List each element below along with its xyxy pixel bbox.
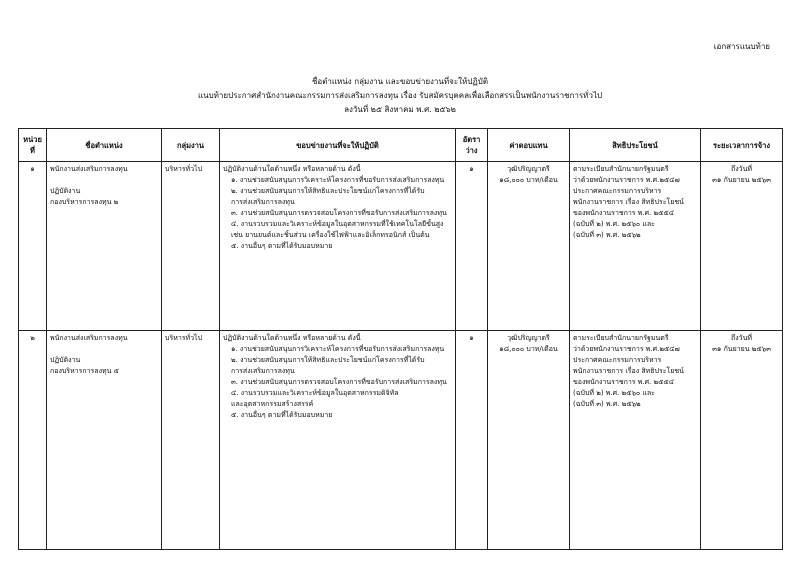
benefit-line: ตามระเบียบสำนักนายกรัฐมนตรี [573, 165, 669, 173]
benefit-line: ประกาศคณะกรรมการบริหาร [573, 356, 662, 364]
attachment-label: เอกสารแนบท้าย [713, 42, 770, 51]
period-cell [701, 162, 783, 331]
unit-cell: ๒ [19, 331, 47, 550]
position-level: ปฏิบัติงาน [50, 187, 81, 195]
position-division: กองบริหารการลงทุน ๒ [50, 198, 119, 206]
benefit-line: (ฉบับที่ ๓) พ.ศ. ๒๕๖๒ [573, 231, 641, 239]
title-line-3: ลงวันที่ ๒๕ สิงหาคม พ.ศ. ๒๕๖๒ [344, 105, 456, 114]
scope-line: การส่งเสริมการลงทุน [231, 198, 295, 206]
benefit-line: ประกาศคณะกรรมการบริหาร [573, 187, 662, 195]
unit-cell: ๑ [19, 162, 47, 331]
benefit-line: ของพนักงานราชการ พ.ศ. ๒๕๕๔ [573, 378, 675, 386]
scope-line: ๓. งานช่วยสนับสนุนการตรวจสอบโครงการที่ขอรับการส่งเสริมการลงทุน [231, 378, 447, 386]
header-group: กลุ่มงาน [162, 129, 220, 162]
period-cell [701, 331, 783, 550]
benefits-cell [570, 162, 701, 331]
scope-line: ปฏิบัติงานด้านใดด้านหนึ่ง หรือหลายด้าน ดังนี้ [223, 165, 361, 173]
benefit-line: พนักงานราชการ เรื่อง สิทธิประโยชน์ [573, 198, 684, 206]
table-row [19, 331, 783, 550]
scope-cell [220, 331, 456, 550]
scope-line: ๑. งานช่วยสนับสนุนการวิเคราะห์โครงการที่ขอรับการส่งเสริมการลงทุน [231, 176, 445, 184]
table-header-row [19, 129, 783, 162]
group-cell: บริหารทั่วไป [162, 162, 220, 331]
scope-line: ๒. งานช่วยสนับสนุนการให้สิทธิและประโยชน์แก่โครงการที่ได้รับ [231, 187, 425, 195]
pay-qualification: วุฒิปริญญาตรี [507, 165, 550, 173]
position-table [18, 128, 783, 550]
header-benefits: สิทธิประโยชน์ [570, 129, 701, 162]
pay-amount: ๑๘,๐๐๐ บาท/เดือน [499, 176, 558, 184]
scope-cell [220, 162, 456, 331]
group-cell: บริหารทั่วไป [162, 331, 220, 550]
scope-line: ๒. งานช่วยสนับสนุนการให้สิทธิและประโยชน์แก่โครงการที่ได้รับ [231, 356, 425, 364]
header-vacancy: อัตราว่าง [456, 129, 488, 162]
vacancy-cell: ๑ [456, 162, 488, 331]
period-date: ๓๑ กันยายน ๒๕๖๓ [712, 176, 771, 184]
title-line-2: แนบท้ายประกาศสำนักงานคณะกรรมการส่งเสริมการลงทุน เรื่อง รับสมัครบุคคลเพื่อเลือกสรรเป็นพนักงานราชการทั่วไป [197, 91, 603, 100]
position-division: กองบริหารการลงทุน ๕ [50, 367, 119, 375]
pay-qualification: วุฒิปริญญาตรี [507, 334, 550, 342]
position-level: ปฏิบัติงาน [50, 356, 81, 364]
scope-line: เช่น ยานยนต์และชิ้นส่วน เครื่องใช้ไฟฟ้าและอิเล็กทรอนิกส์ เป็นต้น [231, 231, 430, 239]
position-cell [47, 331, 162, 550]
benefit-line: ของพนักงานราชการ พ.ศ. ๒๕๕๔ [573, 209, 675, 217]
benefit-line: ว่าด้วยพนักงานราชการ พ.ศ.๒๕๔๗ [573, 176, 680, 184]
period-label: ถึงวันที่ [731, 165, 752, 173]
position-cell [47, 162, 162, 331]
scope-line: ๔. งานรวบรวมและวิเคราะห์ข้อมูลในอุตสาหกรรมที่ใช้เทคโนโลยีขั้นสูง [231, 220, 444, 228]
header-scope: ขอบข่ายงานที่จะให้ปฏิบัติ [220, 129, 456, 162]
header-period: ระยะเวลาการจ้าง [701, 129, 783, 162]
benefit-line: ตามระเบียบสำนักนายกรัฐมนตรี [573, 334, 669, 342]
benefit-line: พนักงานราชการ เรื่อง สิทธิประโยชน์ [573, 367, 684, 375]
scope-line: ๑. งานช่วยสนับสนุนการวิเคราะห์โครงการที่ขอรับการส่งเสริมการลงทุน [231, 345, 445, 353]
vacancy-cell: ๑ [456, 331, 488, 550]
period-date: ๓๑ กันยายน ๒๕๖๓ [712, 345, 771, 353]
pay-cell [488, 331, 570, 550]
scope-line: ๓. งานช่วยสนับสนุนการตรวจสอบโครงการที่ขอรับการส่งเสริมการลงทุน [231, 209, 447, 217]
header-unit: หน่วยที่ [19, 129, 47, 162]
scope-line: ปฏิบัติงานด้านใดด้านหนึ่ง หรือหลายด้าน ดังนี้ [223, 334, 361, 342]
scope-line: ๔. งานรวบรวมและวิเคราะห์ข้อมูลในอุตสาหกรรมดิจิทัล [231, 389, 399, 397]
period-label: ถึงวันที่ [731, 334, 752, 342]
position-title: พนักงานส่งเสริมการลงทุน [50, 334, 128, 342]
scope-line: การส่งเสริมการลงทุน [231, 367, 295, 375]
benefit-line: (ฉบับที่ ๓) พ.ศ. ๒๕๖๒ [573, 400, 641, 408]
benefit-line: ว่าด้วยพนักงานราชการ พ.ศ.๒๕๔๗ [573, 345, 680, 353]
scope-line: ๕. งานอื่นๆ ตามที่ได้รับมอบหมาย [231, 411, 333, 419]
table-row [19, 162, 783, 331]
position-title: พนักงานส่งเสริมการลงทุน [50, 165, 128, 173]
pay-cell [488, 162, 570, 331]
title-line-1: ชื่อตำแหน่ง กลุ่มงาน และขอบข่ายงานที่จะให้ปฏิบัติ [311, 77, 489, 86]
pay-amount: ๑๘,๐๐๐ บาท/เดือน [499, 345, 558, 353]
header-position: ชื่อตำแหน่ง [47, 129, 162, 162]
benefit-line: (ฉบับที่ ๒) พ.ศ. ๒๕๖๐ และ [573, 220, 655, 228]
scope-line: และอุตสาหกรรมสร้างสรรค์ [231, 400, 314, 408]
header-pay: ค่าตอบแทน [488, 129, 570, 162]
benefits-cell [570, 331, 701, 550]
benefit-line: (ฉบับที่ ๒) พ.ศ. ๒๕๖๐ และ [573, 389, 655, 397]
scope-line: ๕. งานอื่นๆ ตามที่ได้รับมอบหมาย [231, 242, 333, 250]
